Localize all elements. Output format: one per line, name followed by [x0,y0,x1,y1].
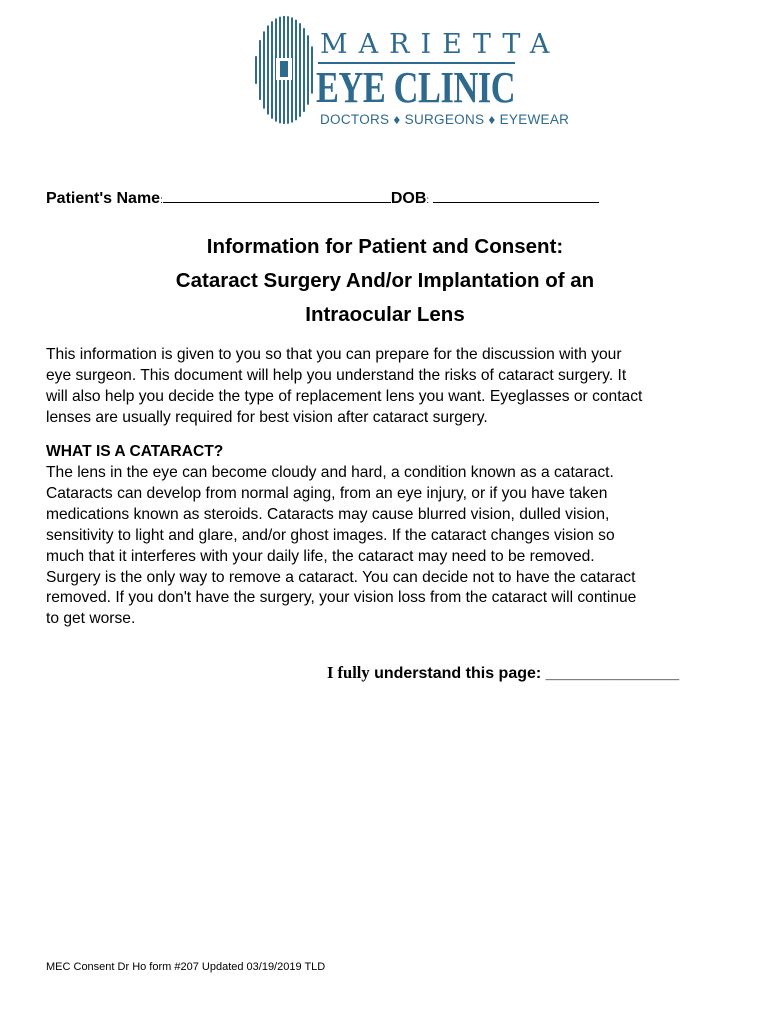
intro-line: eye surgeon. This document will help you understand the risks of cataract surgery. It [46,366,627,384]
logo-pupil [280,61,288,77]
logo-stripe [263,31,265,108]
logo-stripe [299,23,301,117]
section-heading: WHAT IS A CATARACT? [46,443,224,460]
document-title-line-3: Intraocular Lens [305,303,465,326]
logo-stripe [271,21,273,118]
dob-label: DOB [390,190,427,207]
cataract-line: Surgery is the only way to remove a cataract. You can decide not to have the cataract [46,568,636,586]
cataract-line: The lens in the eye can become cloudy and hard, a condition known as a cataract. [46,464,614,481]
patient-name-label: Patient's Name [46,190,161,207]
intro-line: This information is given to you so that you can prepare for the discussion with your [46,346,622,363]
logo-stripe [267,26,269,115]
patient-name-field[interactable] [163,188,391,203]
acknowledgement-fully: I fully [327,663,370,682]
acknowledgement-initials-field[interactable]: understand this page: _______________ [369,665,680,682]
acknowledgement-line [327,662,679,685]
cataract-paragraph [46,463,736,630]
cataract-line: Cataracts can develop from normal aging, from an eye injury, or if you have taken [46,484,608,502]
cataract-line: removed. If you don't have the surgery, your vision loss from the cataract will continue [46,589,637,607]
intro-line: will also help you decide the type of replacement lens you want. Eyeglasses or contact [46,387,643,405]
dob-field[interactable] [433,188,599,203]
patient-info-line [46,188,599,212]
logo-stripe [307,35,309,104]
clinic-logo [252,14,570,130]
intro-line: lenses are usually required for best vision after cataract surgery. [46,408,488,426]
document-title-line-1: Information for Patient and Consent: [206,235,564,258]
logo-stripe [255,56,257,84]
patient-name-colon: : [160,195,163,206]
cataract-line: much that it interferes with your daily life, the cataract may need to be removed. [46,547,595,565]
logo-stripe [295,20,297,120]
logo-marietta: MARIETTA [320,29,561,60]
cataract-line: sensitivity to light and glare, and/or ghost images. If the cataract changes vision so [46,526,615,544]
cataract-line: to get worse. [46,610,136,628]
form-footer: MEC Consent Dr Ho form #207 Updated 03/19/2019 TLD [46,961,326,973]
logo-stripe [303,28,305,112]
intro-paragraph [46,345,736,429]
logo-eye-clinic: EYE CLINIC [316,63,516,112]
cataract-line: medications known as steroids. Cataracts may cause blurred vision, dulled vision, [46,505,610,523]
eye-stripes-logo-icon [252,14,316,130]
dob-colon: : [426,195,430,206]
document-title-line-2: Cataract Surgery And/or Implantation of an [175,269,595,292]
logo-stripe [311,46,313,93]
logo-stripe [259,40,261,100]
logo-tagline: DOCTORS ♦ SURGEONS ♦ EYEWEAR [320,112,570,127]
